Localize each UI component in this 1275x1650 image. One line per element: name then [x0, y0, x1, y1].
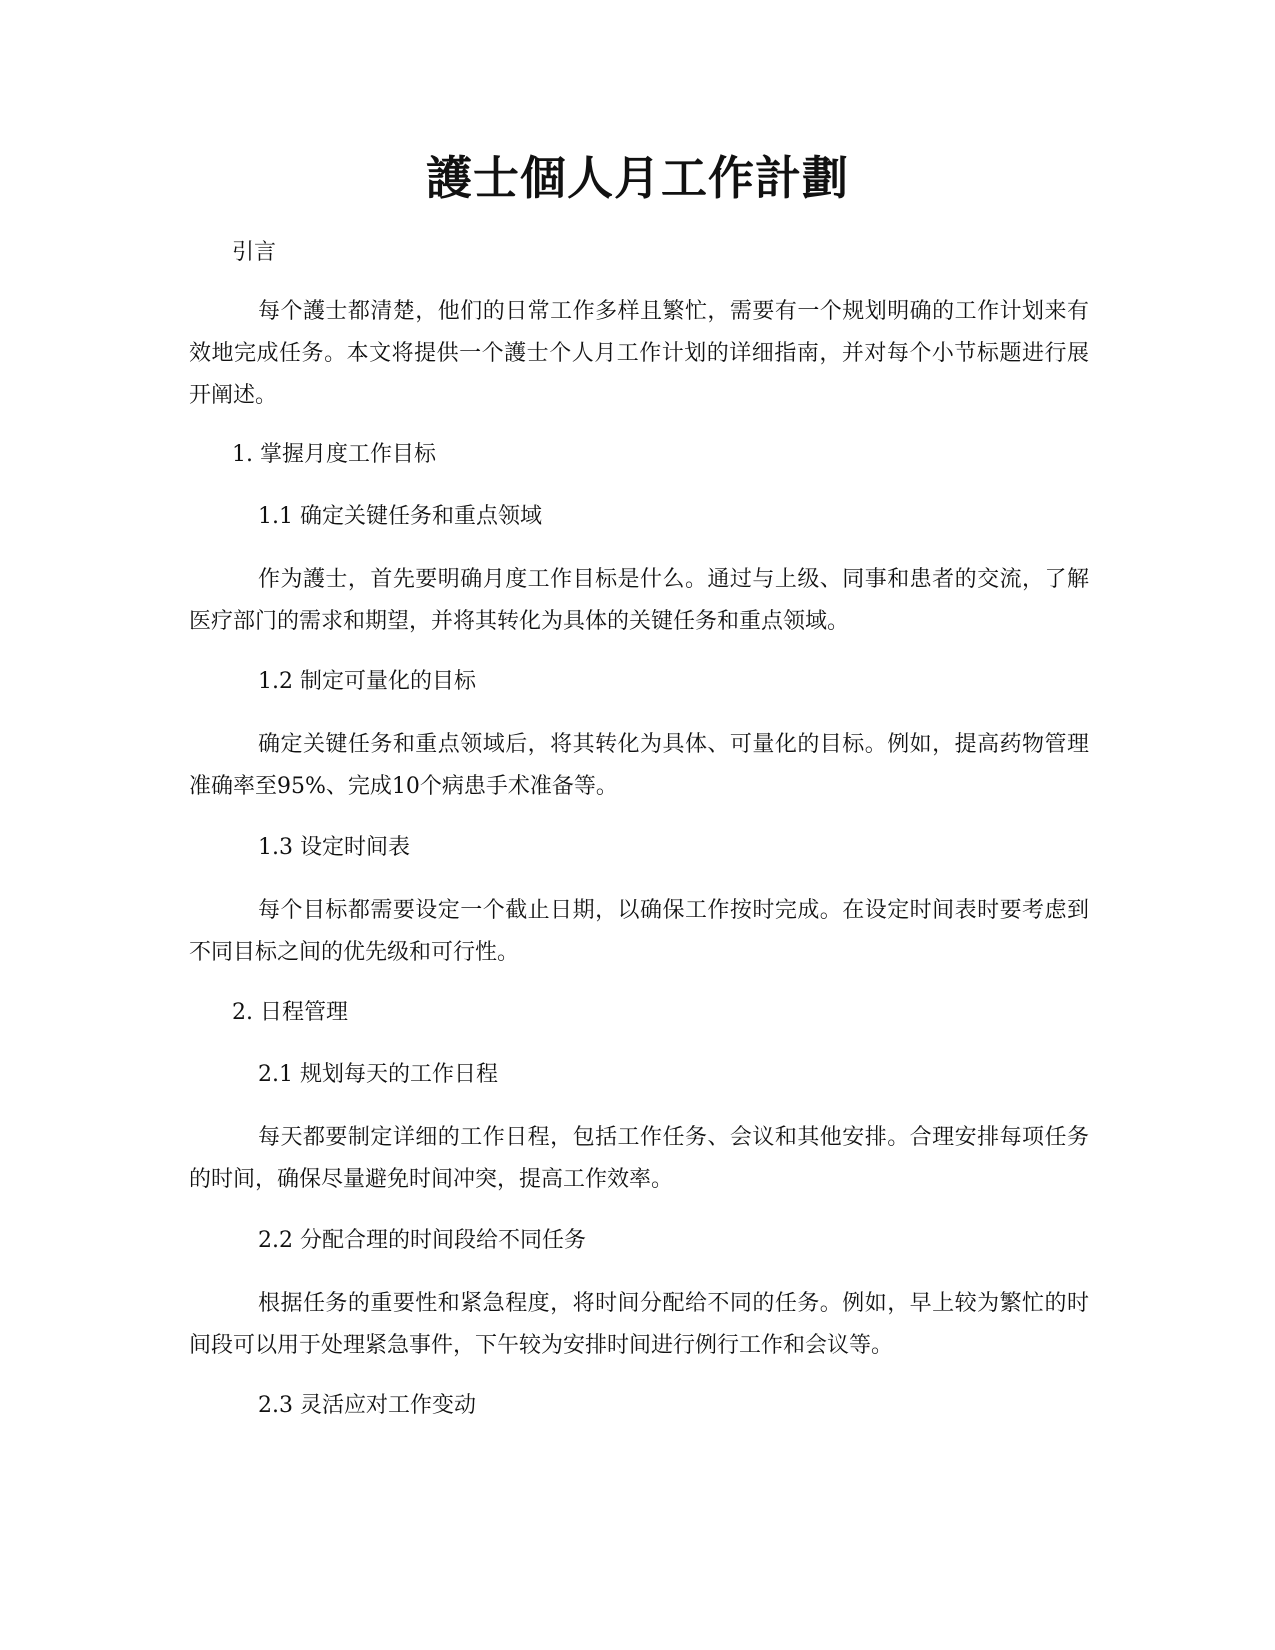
paragraph-1-2: 确定关键任务和重点领域后，将其转化为具体、可量化的目标。例如，提高药物管理准确率至95%、完成10个病患手术准备等。 [189, 732, 1089, 799]
subsection-heading-1-1: 1.1 确定关键任务和重点领域 [258, 504, 542, 529]
paragraph-introduction: 每个護士都清楚，他们的日常工作多样且繁忙，需要有一个规划明确的工作计划来有效地完成任务。本文将提供一个護士个人月工作计划的详细指南，并对每个小节标题进行展开阐述。 [189, 299, 1089, 408]
subsection-heading-2-2: 2.2 分配合理的时间段给不同任务 [258, 1228, 586, 1253]
section-heading-1: 1. 掌握月度工作目标 [232, 442, 436, 467]
paragraph-1-1: 作为護士，首先要明确月度工作目标是什么。通过与上级、同事和患者的交流，了解医疗部门的需求和期望，并将其转化为具体的关键任务和重点领域。 [189, 567, 1089, 634]
document-title: 護士個人月工作計劃 [426, 151, 849, 205]
paragraph-1-3: 每个目标都需要设定一个截止日期，以确保工作按时完成。在设定时间表时要考虑到不同目标之间的优先级和可行性。 [189, 898, 1089, 965]
paragraph-2-1: 每天都要制定详细的工作日程，包括工作任务、会议和其他安排。合理安排每项任务的时间，确保尽量避免时间冲突，提高工作效率。 [189, 1125, 1089, 1192]
subsection-heading-2-3: 2.3 灵活应对工作变动 [258, 1393, 476, 1418]
section-heading-2: 2. 日程管理 [232, 1000, 348, 1025]
section-heading-introduction: 引言 [232, 240, 277, 265]
subsection-heading-1-3: 1.3 设定时间表 [258, 835, 410, 860]
subsection-heading-1-2: 1.2 制定可量化的目标 [258, 669, 476, 694]
paragraph-2-2: 根据任务的重要性和紧急程度，将时间分配给不同的任务。例如，早上较为繁忙的时间段可以用于处理紧急事件，下午较为安排时间进行例行工作和会议等。 [189, 1291, 1089, 1358]
subsection-heading-2-1: 2.1 规划每天的工作日程 [258, 1062, 498, 1087]
